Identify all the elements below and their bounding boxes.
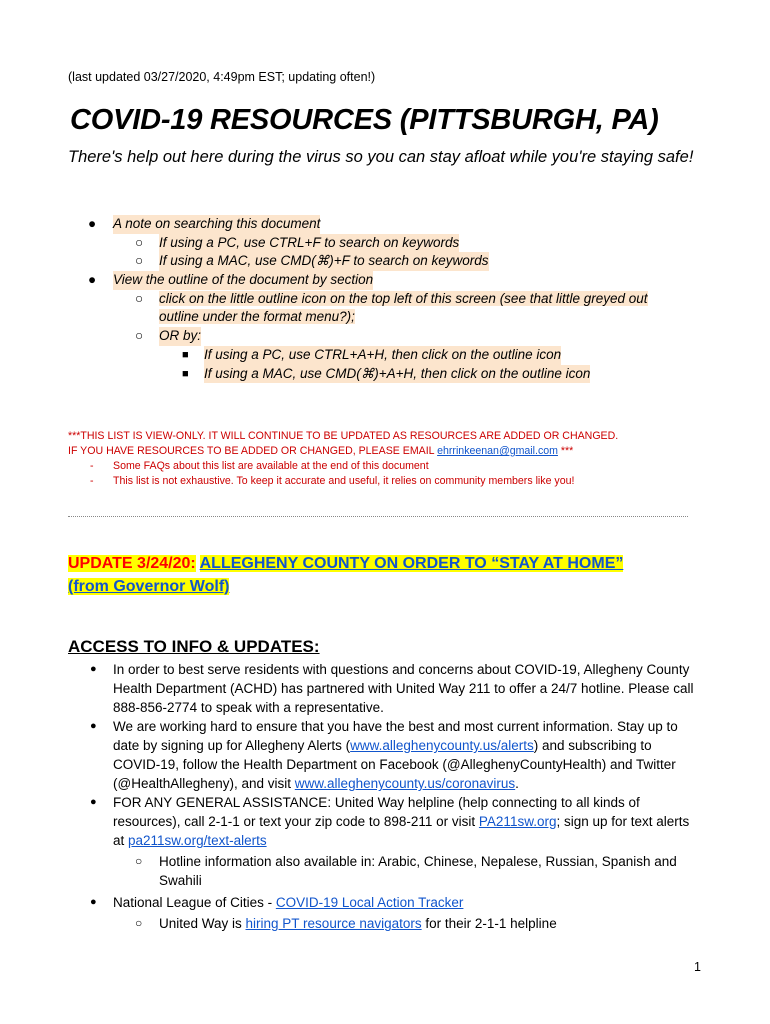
not-exhaustive-note: This list is not exhaustive. To keep it accurate and useful, it relies on community members like you! (113, 475, 575, 487)
list-item (0, 327, 770, 346)
hotline-languages: Hotline information also available in: Arabic, Chinese, Nepalese, Russian, Spanish and Swahili (159, 854, 677, 888)
bullet-filled-icon: ● (88, 216, 97, 231)
bullet-filled-icon: ● (88, 272, 97, 288)
mac-search-tip: If using a MAC, use CMD(⌘)+F to search on keywords (159, 252, 489, 271)
dash-bullet: - (90, 460, 94, 472)
list-item (0, 271, 770, 290)
pc-search-tip: If using a PC, use CTRL+F to search on keywords (159, 234, 459, 253)
mac-outline-tip: If using a MAC, use CMD(⌘)+A+H, then click on the outline icon (204, 365, 590, 384)
section-heading: ACCESS TO INFO & UPDATES: (68, 637, 320, 656)
update-label: UPDATE 3/24/20: (68, 555, 196, 572)
notice-line: ***THIS LIST IS VIEW-ONLY. IT WILL CONTINUE TO BE UPDATED AS RESOURCES ARE ADDED OR CHANGED. (68, 430, 619, 442)
coronavirus-link[interactable]: www.alleghenycounty.us/coronavirus (294, 776, 516, 791)
bullet-hollow-icon: ○ (135, 916, 143, 930)
list-item (0, 346, 770, 365)
local-action-tracker-link[interactable]: COVID-19 Local Action Tracker (275, 895, 464, 910)
resource-navigators-link[interactable]: hiring PT resource navigators (245, 916, 422, 931)
governor-wolf-link[interactable]: (from Governor Wolf) (68, 578, 230, 595)
list-item: ○ United Way is hiring PT resource navigators for their 2-1-1 helpline (135, 916, 557, 931)
list-item (0, 215, 770, 234)
hotline-info: In order to best serve residents with questions and concerns about COVID-19, Allegheny County Health Department (ACHD) has partnered with United Way 211 to offer a 24/7 hotline. Please call 888-856-2774 to speak with a representative. (113, 662, 694, 715)
outline-view-title: View the outline of the document by section (113, 271, 373, 290)
page-number: 1 (694, 960, 701, 974)
view-only-notice (68, 429, 728, 489)
notice-line: IF YOU HAVE RESOURCES TO BE ADDED OR CHANGED, PLEASE EMAIL ehrrinkeenan@gmail.com *** (68, 445, 574, 457)
info-updates-list (0, 660, 770, 933)
list-item: ● FOR ANY GENERAL ASSISTANCE: United Way helpline (help connecting to all kinds of resources), call 2-1-1 or text your zip code to 898-211 or visit PA211sw.org; sign up for text alerts at pa211sw.org/text-alerts (90, 795, 690, 848)
list-item (0, 290, 770, 327)
or-by-label: OR by: (159, 327, 201, 346)
stay-at-home-order-link[interactable]: ALLEGHENY COUNTY ON ORDER TO “STAY AT HOME” (199, 555, 624, 572)
faq-note: Some FAQs about this list are available at the end of this document (113, 460, 429, 472)
bullet-hollow-icon: ○ (135, 328, 144, 344)
page-title: COVID-19 RESOURCES (PITTSBURGH, PA) (70, 104, 659, 136)
list-item (68, 459, 728, 474)
contact-email-link[interactable]: ehrrinkeenan@gmail.com (437, 445, 558, 457)
list-item (0, 234, 770, 253)
bullet-filled-icon: ● (90, 896, 97, 908)
bullet-hollow-icon: ○ (135, 290, 144, 306)
list-item (0, 252, 770, 271)
bullet-hollow-icon: ○ (135, 234, 144, 250)
pc-outline-tip: If using a PC, use CTRL+A+H, then click on the outline icon (204, 346, 561, 365)
bullet-hollow-icon: ○ (135, 253, 144, 269)
bullet-filled-icon: ● (90, 796, 97, 808)
list-item (0, 660, 770, 717)
bullet-filled-icon: ● (90, 720, 97, 732)
bullet-square-icon: ■ (182, 367, 189, 380)
list-item (68, 474, 728, 489)
outline-icon-tip-line1: click on the little outline icon on the top left of this screen (see that little greyed out (159, 290, 648, 306)
dash-bullet: - (90, 475, 94, 487)
dotted-divider (68, 516, 688, 517)
text-alerts-link[interactable]: pa211sw.org/text-alerts (128, 833, 267, 848)
note-searching-title: A note on searching this document (113, 215, 320, 234)
bullet-filled-icon: ● (90, 663, 97, 675)
page-subtitle: There's help out here during the virus so you can stay afloat while you're staying safe! (68, 148, 694, 166)
list-item: ● We are working hard to ensure that you have the best and most current information. Stay up to date by signing up for Allegheny Alerts (www.alleghenycounty.us/alerts) and subscribing to COVID-19, follow the Health Department on Facebook (@AlleghenyCountyHealth) and Twitter (@HealthAllegheny), and visit www.alleghenycounty.us/coronavirus. (90, 719, 678, 791)
search-notes-list (0, 215, 770, 383)
last-updated-note: (last updated 03/27/2020, 4:49pm EST; updating often!) (68, 70, 376, 84)
list-item (0, 852, 770, 890)
list-item: ● National League of Cities - COVID-19 Local Action Tracker (90, 895, 464, 910)
outline-icon-tip-line2: outline under the format menu?); (159, 309, 355, 325)
list-item (0, 365, 770, 384)
update-banner (68, 552, 708, 598)
bullet-square-icon: ■ (182, 348, 189, 361)
bullet-hollow-icon: ○ (135, 854, 143, 868)
pa211sw-link[interactable]: PA211sw.org (478, 814, 557, 829)
alerts-link[interactable]: www.alleghenycounty.us/alerts (350, 738, 534, 753)
